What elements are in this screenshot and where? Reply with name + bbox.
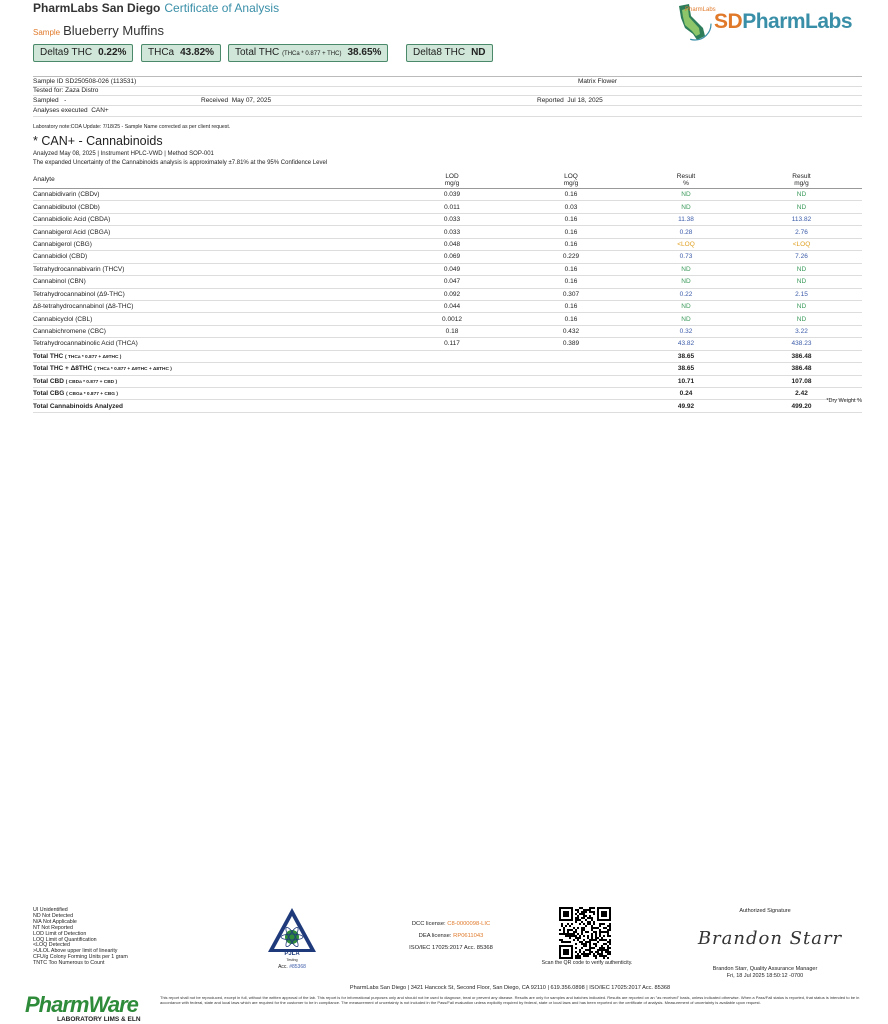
pill-label: Total THC [235,47,280,58]
cell-result-mg: ND [741,201,862,213]
dea-label: DEA license: [418,933,452,939]
logo-sd: SD [714,10,743,33]
pill-value: 43.82% [180,47,215,58]
meta-label: Sampled [33,97,59,104]
cell-lod [393,375,511,387]
total-label: Total CBD [33,377,64,385]
cell-analyte: Tetrahydrocannabivarin (THCV) [33,263,393,275]
cell-loq: 0.16 [511,226,631,238]
table-row [33,276,862,288]
lab-note: Laboratory note:COA Update: 7/18/25 - Sample Name corrected as per client request. [33,124,231,130]
cell-result-pct: ND [631,300,741,312]
cell-total-pct: 0.24 [631,388,741,400]
table-body [33,189,862,413]
pharmware-wordmark: PharmWare [25,992,138,1017]
table-header-row [33,171,862,189]
cell-total-mg: 499.20 [741,400,862,412]
meta-value: Jul 18, 2025 [567,97,603,104]
legend-item: CFU/g Colony Forming Units per 1 gram [33,954,128,961]
sample-label: Sample [33,28,61,37]
pill-thca [141,44,221,62]
cell-result-pct: 43.82 [631,338,741,350]
legend-item: <LOQ Detected [33,942,70,949]
total-formula: ( THCa * 0.877 + Δ9THC ) [65,354,122,360]
pill-label: Delta9 THC [40,47,93,58]
meta-value: SD250508-026 (113531) [65,78,137,85]
total-label: Total Cannabinoids Analyzed [33,402,123,410]
pill-value: 0.22% [98,47,127,58]
cell-total-label [33,350,393,362]
total-label: Total THC + Δ8THC [33,365,93,373]
cell-total-mg: 107.08 [741,375,862,387]
pill-formula: (THCa * 0.877 + THC) [282,51,342,57]
cell-result-pct: 0.28 [631,226,741,238]
cell-analyte: Cannabichromene (CBC) [33,325,393,337]
col-unit: mg/g [444,179,460,187]
table-row [33,189,862,201]
total-label: Total CBG [33,390,65,398]
divider [33,76,862,77]
lab-name [33,1,279,15]
divider [33,116,862,117]
section-title: * CAN+ - Cannabinoids [33,134,163,148]
cell-analyte: Cannabidivarin (CBDv) [33,189,393,201]
tested-for: Tested for: Zaza Distro [33,87,99,94]
meta-label: Sample ID [33,78,64,85]
disclaimer: This report shall not be reproduced, except in full, without the written approval of the lab. This report is for informational purposes only and should not be used to diagnose, treat or prevent any disease. Results are only for samples and batches indicated. Results are reported on an "as received" basis, unless indicated otherwise. When a Pass/Fail status is reported, that status is intended to be in accordance with federal, state and local laws which are required for the customer to be in compliance. The measurement of uncertainty is not included in the Pass/Fail evaluation unless explicitly required by federal, state or local laws and has been reported on the certificate of analysis. Measurement of uncertainty is available upon request. [160,995,860,1005]
table-row [33,313,862,325]
pill-delta9 [33,44,133,62]
pjla-triangle-icon [266,906,318,954]
legend-item: UI Unidentified [33,907,68,913]
pjla-acc [266,964,318,970]
qr-caption: Scan the QR code to verify authenticity. [541,960,633,966]
total-row [33,350,862,362]
cell-total-label [33,363,393,375]
col-label: Result [676,172,696,180]
cell-total-label [33,375,393,387]
cell-analyte: Cannabigerol Acid (CBGA) [33,226,393,238]
pjla-acc-number: #85368 [289,964,306,970]
cell-loq [511,363,631,375]
cell-result-pct: ND [631,276,741,288]
pharmware-logo [25,994,155,1024]
cell-loq [511,375,631,387]
pjla-sub: Testing [286,958,298,962]
cell-lod: 0.0012 [393,313,511,325]
cell-lod [393,400,511,412]
cell-total-pct: 38.65 [631,363,741,375]
pill-label: THCa [148,47,175,58]
cell-loq: 0.16 [511,276,631,288]
meta-value: May 07, 2025 [231,97,272,104]
analyzed-line: Analyzed May 08, 2025 | Instrument HPLC-VWD | Method SOP-001 [33,151,214,157]
cell-lod [393,388,511,400]
license-block [393,918,509,954]
cell-total-label [33,400,393,412]
total-row [33,375,862,387]
cell-lod: 0.047 [393,276,511,288]
pill-label: Delta8 THC [413,47,466,58]
cell-lod: 0.033 [393,213,511,225]
table-row [33,213,862,225]
cell-result-mg: ND [741,263,862,275]
logo-pharmlabs: PharmLabs [742,10,853,33]
abbreviation-legend [33,908,128,967]
cell-lod: 0.069 [393,251,511,263]
table-row [33,288,862,300]
cell-total-label [33,388,393,400]
cell-result-mg: <LOQ [741,238,862,250]
cell-result-mg: 3.22 [741,325,862,337]
cell-total-pct: 10.71 [631,375,741,387]
cell-loq: 0.307 [511,288,631,300]
dcc-number: C8-0000098-LIC [447,921,491,927]
sd-pharmlabs-logo [673,2,717,44]
doc-type: Certificate of Analysis [164,1,280,15]
total-row [33,363,862,375]
total-row [33,400,862,412]
analyses-executed [33,107,109,114]
cell-result-pct: ND [631,263,741,275]
footer-address: PharmLabs San Diego | 3421 Hancock St, Second Floor, San Diego, CA 92110 | 619.356.0898 | ISO/IEC 17025:2017 Acc. 85368 [349,985,671,991]
legend-item: LOQ Limit of Quantification [33,936,97,943]
cell-lod: 0.011 [393,201,511,213]
table-row [33,263,862,275]
cell-loq: 0.229 [511,251,631,263]
meta-label: Matrix [578,78,596,85]
cell-analyte: Cannabinol (CBN) [33,276,393,288]
sampled [33,97,66,104]
cell-result-pct: 11.38 [631,213,741,225]
signature-title: Authorized Signature [739,908,791,914]
cell-loq: 0.16 [511,263,631,275]
sample-title [33,22,164,40]
total-formula: ( THCa * 0.877 + Δ9THC + Δ8THC ) [94,367,172,373]
cell-total-mg: 386.48 [741,363,862,375]
pjla-name: PJLA [284,951,300,957]
col-analyte: Analyte [33,171,393,189]
total-formula: ( CBGa * 0.877 + CBG ) [66,392,118,398]
cell-result-mg: ND [741,313,862,325]
legend-item: LOD Limit of Detection [33,930,87,937]
cell-result-mg: 438.23 [741,338,862,350]
cell-result-pct: ND [631,189,741,201]
signer [690,966,840,979]
cell-analyte: Cannabigerol (CBG) [33,238,393,250]
meta-label: Tested for [33,87,62,94]
cell-lod: 0.117 [393,338,511,350]
cell-result-pct: ND [631,313,741,325]
col-result-pct [631,171,741,189]
cell-total-mg: 2.42 [741,388,862,400]
table-row [33,300,862,312]
cell-loq: 0.432 [511,325,631,337]
table-row [33,338,862,350]
divider [33,105,862,106]
meta-value: Zaza Distro [65,87,99,94]
cell-analyte: Tetrahydrocannabinol (Δ9-THC) [33,288,393,300]
table-row [33,325,862,337]
col-lod [393,171,511,189]
dry-weight-note: *Dry Weight % [826,398,862,404]
pill-delta8 [406,44,493,62]
cell-total-pct: 49.92 [631,400,741,412]
pjla-acc-label: Acc. [278,964,288,970]
table-row [33,201,862,213]
cell-lod: 0.092 [393,288,511,300]
cell-result-pct: ND [631,201,741,213]
cell-result-pct: <LOQ [631,238,741,250]
cell-result-pct: 0.32 [631,325,741,337]
dcc-license [393,918,509,930]
signature-script: Brandon Starr [697,928,843,949]
col-label: LOQ [564,172,578,180]
cell-result-mg: 2.76 [741,226,862,238]
lab-name-text: PharmLabs San Diego [33,1,161,15]
meta-label: Received [201,97,229,104]
cell-total-mg: 386.48 [741,350,862,362]
divider [33,86,862,87]
cell-loq: 0.03 [511,201,631,213]
cell-analyte: Tetrahydrocannabinolic Acid (THCA) [33,338,393,350]
legend-item: N/A Not Applicable [33,918,77,925]
legend-item: >ULOL Above upper limit of linearity [33,948,118,955]
cell-loq: 0.389 [511,338,631,350]
cell-result-mg: ND [741,300,862,312]
cell-loq [511,350,631,362]
cell-analyte: Δ8-tetrahydrocannabinol (Δ8-THC) [33,300,393,312]
cell-lod [393,363,511,375]
cell-lod: 0.049 [393,263,511,275]
sample-id [33,78,136,85]
legend-item: NT Not Reported [33,924,73,931]
reported [537,97,603,104]
cell-loq: 0.16 [511,300,631,312]
pjla-badge [266,906,318,972]
cell-loq [511,388,631,400]
cell-result-mg: ND [741,276,862,288]
meta-label: Analyses executed [33,107,88,114]
logo-wordmark [714,10,852,34]
cell-result-mg: 7.26 [741,251,862,263]
table-row [33,251,862,263]
cell-loq: 0.16 [511,313,631,325]
cell-loq: 0.16 [511,189,631,201]
cell-result-pct: 0.73 [631,251,741,263]
col-label: LOD [445,172,459,180]
cell-loq [511,400,631,412]
signer-name: Brandon Starr, Quality Assurance Manager [712,966,818,972]
col-unit: mg/g [794,179,809,187]
matrix [578,78,617,85]
meta-value: CAN+ [91,107,109,114]
signature-date: Fri, 18 Jul 2025 18:50:12 -0700 [726,972,804,979]
divider [33,95,862,96]
cell-lod: 0.18 [393,325,511,337]
legend-item: ND Not Detected [33,912,74,919]
cell-lod: 0.048 [393,238,511,250]
table-row [33,238,862,250]
cell-result-mg: 2.15 [741,288,862,300]
qr-code[interactable] [559,907,613,959]
cell-result-mg: 113.82 [741,213,862,225]
cell-lod: 0.039 [393,189,511,201]
pill-value: 38.65% [347,47,382,58]
cell-loq: 0.16 [511,213,631,225]
meta-label: Reported [537,97,564,104]
dea-license [393,930,509,942]
cell-total-pct: 38.65 [631,350,741,362]
pharmware-sub: LABORATORY LIMS & ELN [57,1016,141,1023]
meta-value: - [64,97,67,104]
iso-accreditation: ISO/IEC 17025:2017 Acc. 85368 [409,945,493,951]
table-row [33,226,862,238]
col-label: Result [792,172,811,180]
total-row [33,388,862,400]
total-formula: ( CBDa * 0.877 + CBD ) [65,379,118,385]
uncertainty-line: The expanded Uncertainty of the Cannabinoids analysis is approximately ±7.81% at the 95% Confidence Level [33,160,328,166]
total-label: Total THC [33,352,64,360]
qr-code-icon [559,907,611,959]
cell-result-mg: ND [741,189,862,201]
cell-result-pct: 0.22 [631,288,741,300]
cannabinoid-table [33,171,862,413]
col-unit: % [683,179,689,187]
cell-lod: 0.033 [393,226,511,238]
legend-item: TNTC Too Numerous to Count [33,960,105,967]
dcc-label: DCC license: [411,921,446,927]
received [201,97,271,104]
logo-arc-text: PharmLabs [685,7,716,13]
dea-number: RP0611043 [453,933,484,939]
cell-analyte: Cannabicyclol (CBL) [33,313,393,325]
cell-loq: 0.16 [511,238,631,250]
pill-total-thc [228,44,388,62]
pill-value: ND [471,47,486,58]
col-loq [511,171,631,189]
cell-lod: 0.044 [393,300,511,312]
meta-value: Flower [597,78,618,85]
sample-name: Blueberry Muffins [63,23,165,38]
col-unit: mg/g [563,179,579,187]
cell-analyte: Cannabidiolic Acid (CBDA) [33,213,393,225]
cell-lod [393,350,511,362]
cell-analyte: Cannabidiol (CBD) [33,251,393,263]
col-result-mg [741,171,862,189]
cell-analyte: Cannabidibutol (CBDb) [33,201,393,213]
california-map-icon [673,2,717,44]
